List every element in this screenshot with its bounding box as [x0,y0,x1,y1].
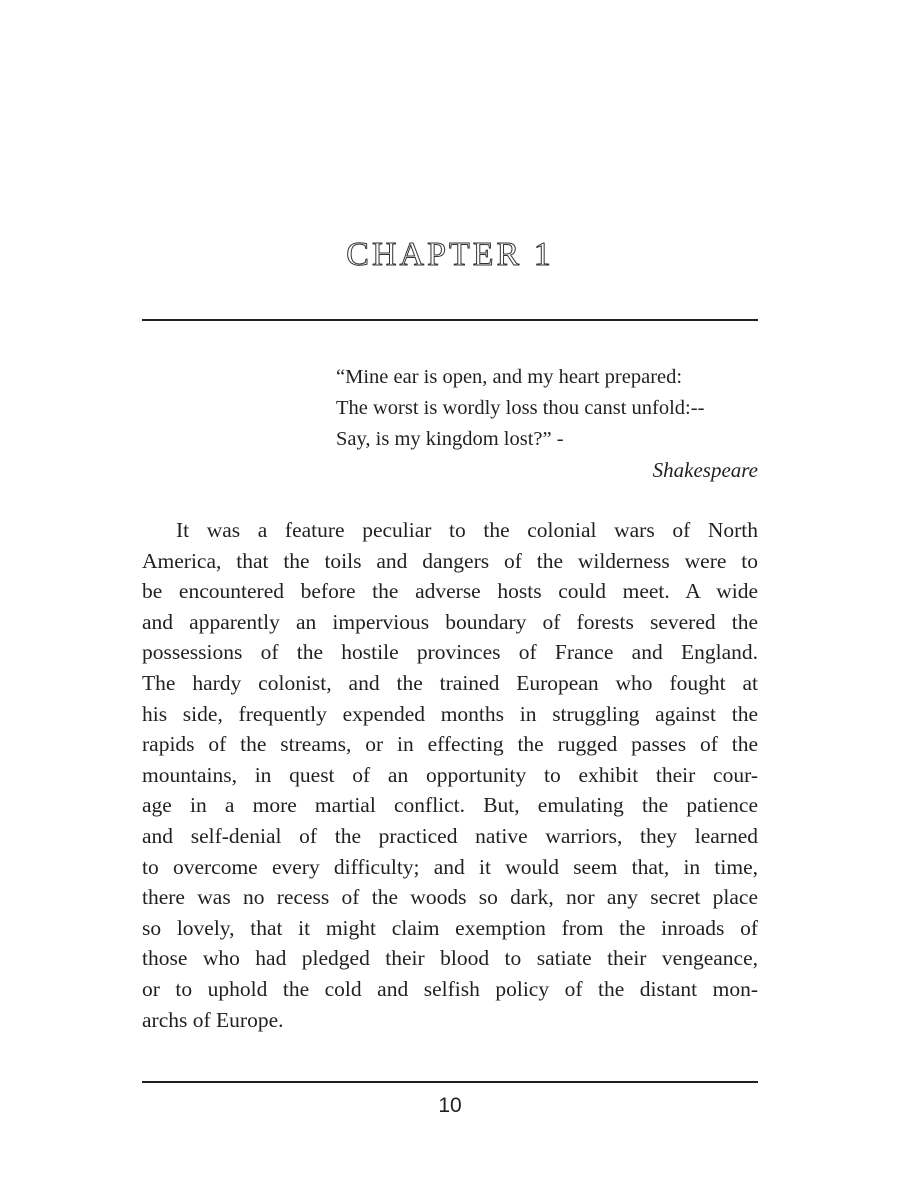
chapter-title: CHAPTER 1 [346,236,554,273]
top-rule [142,319,758,321]
text-line: It was a feature peculiar to the colonial wars of North [176,518,758,542]
epigraph [336,362,704,455]
text-line: archs of Europe. [142,1007,284,1032]
epigraph-line: “Mine ear is open, and my heart prepared: [336,366,683,388]
text-line: so lovely, that it might claim exemption from the inroads of [142,915,758,940]
text-line: or to uphold the cold and selfish policy of the distant mon- [142,976,758,1001]
text-line: rapids of the streams, or in effecting the rugged passes of the [142,732,758,757]
text-line: those who had pledged their blood to satiate their vengeance, [142,946,758,971]
epigraph-line: The worst is wordly loss thou canst unfold:-- [336,397,705,419]
text-line: America, that the toils and dangers of the wilderness were to [142,548,758,573]
text-line: and apparently an impervious boundary of forests severed the [142,609,758,634]
page-number: 10 [438,1094,462,1117]
bottom-rule [142,1081,758,1083]
text-line: to overcome every difficulty; and it would seem that, in time, [142,854,758,879]
text-line: there was no recess of the woods so dark, nor any secret place [142,885,758,910]
epigraph-attribution: Shakespeare [652,458,758,482]
body-paragraph [142,515,758,1035]
text-line: possessions of the hostile provinces of France and England. [142,640,758,665]
text-line: and self-denial of the practiced native warriors, they learned [142,823,758,848]
text-line: mountains, in quest of an opportunity to exhibit their cour- [142,762,758,787]
epigraph-line: Say, is my kingdom lost?” - [336,428,564,450]
text-line: age in a more martial conflict. But, emulating the patience [142,793,758,818]
text-line: be encountered before the adverse hosts could meet. A wide [142,579,758,604]
text-line: his side, frequently expended months in struggling against the [142,701,758,726]
text-line: The hardy colonist, and the trained European who fought at [142,670,758,695]
